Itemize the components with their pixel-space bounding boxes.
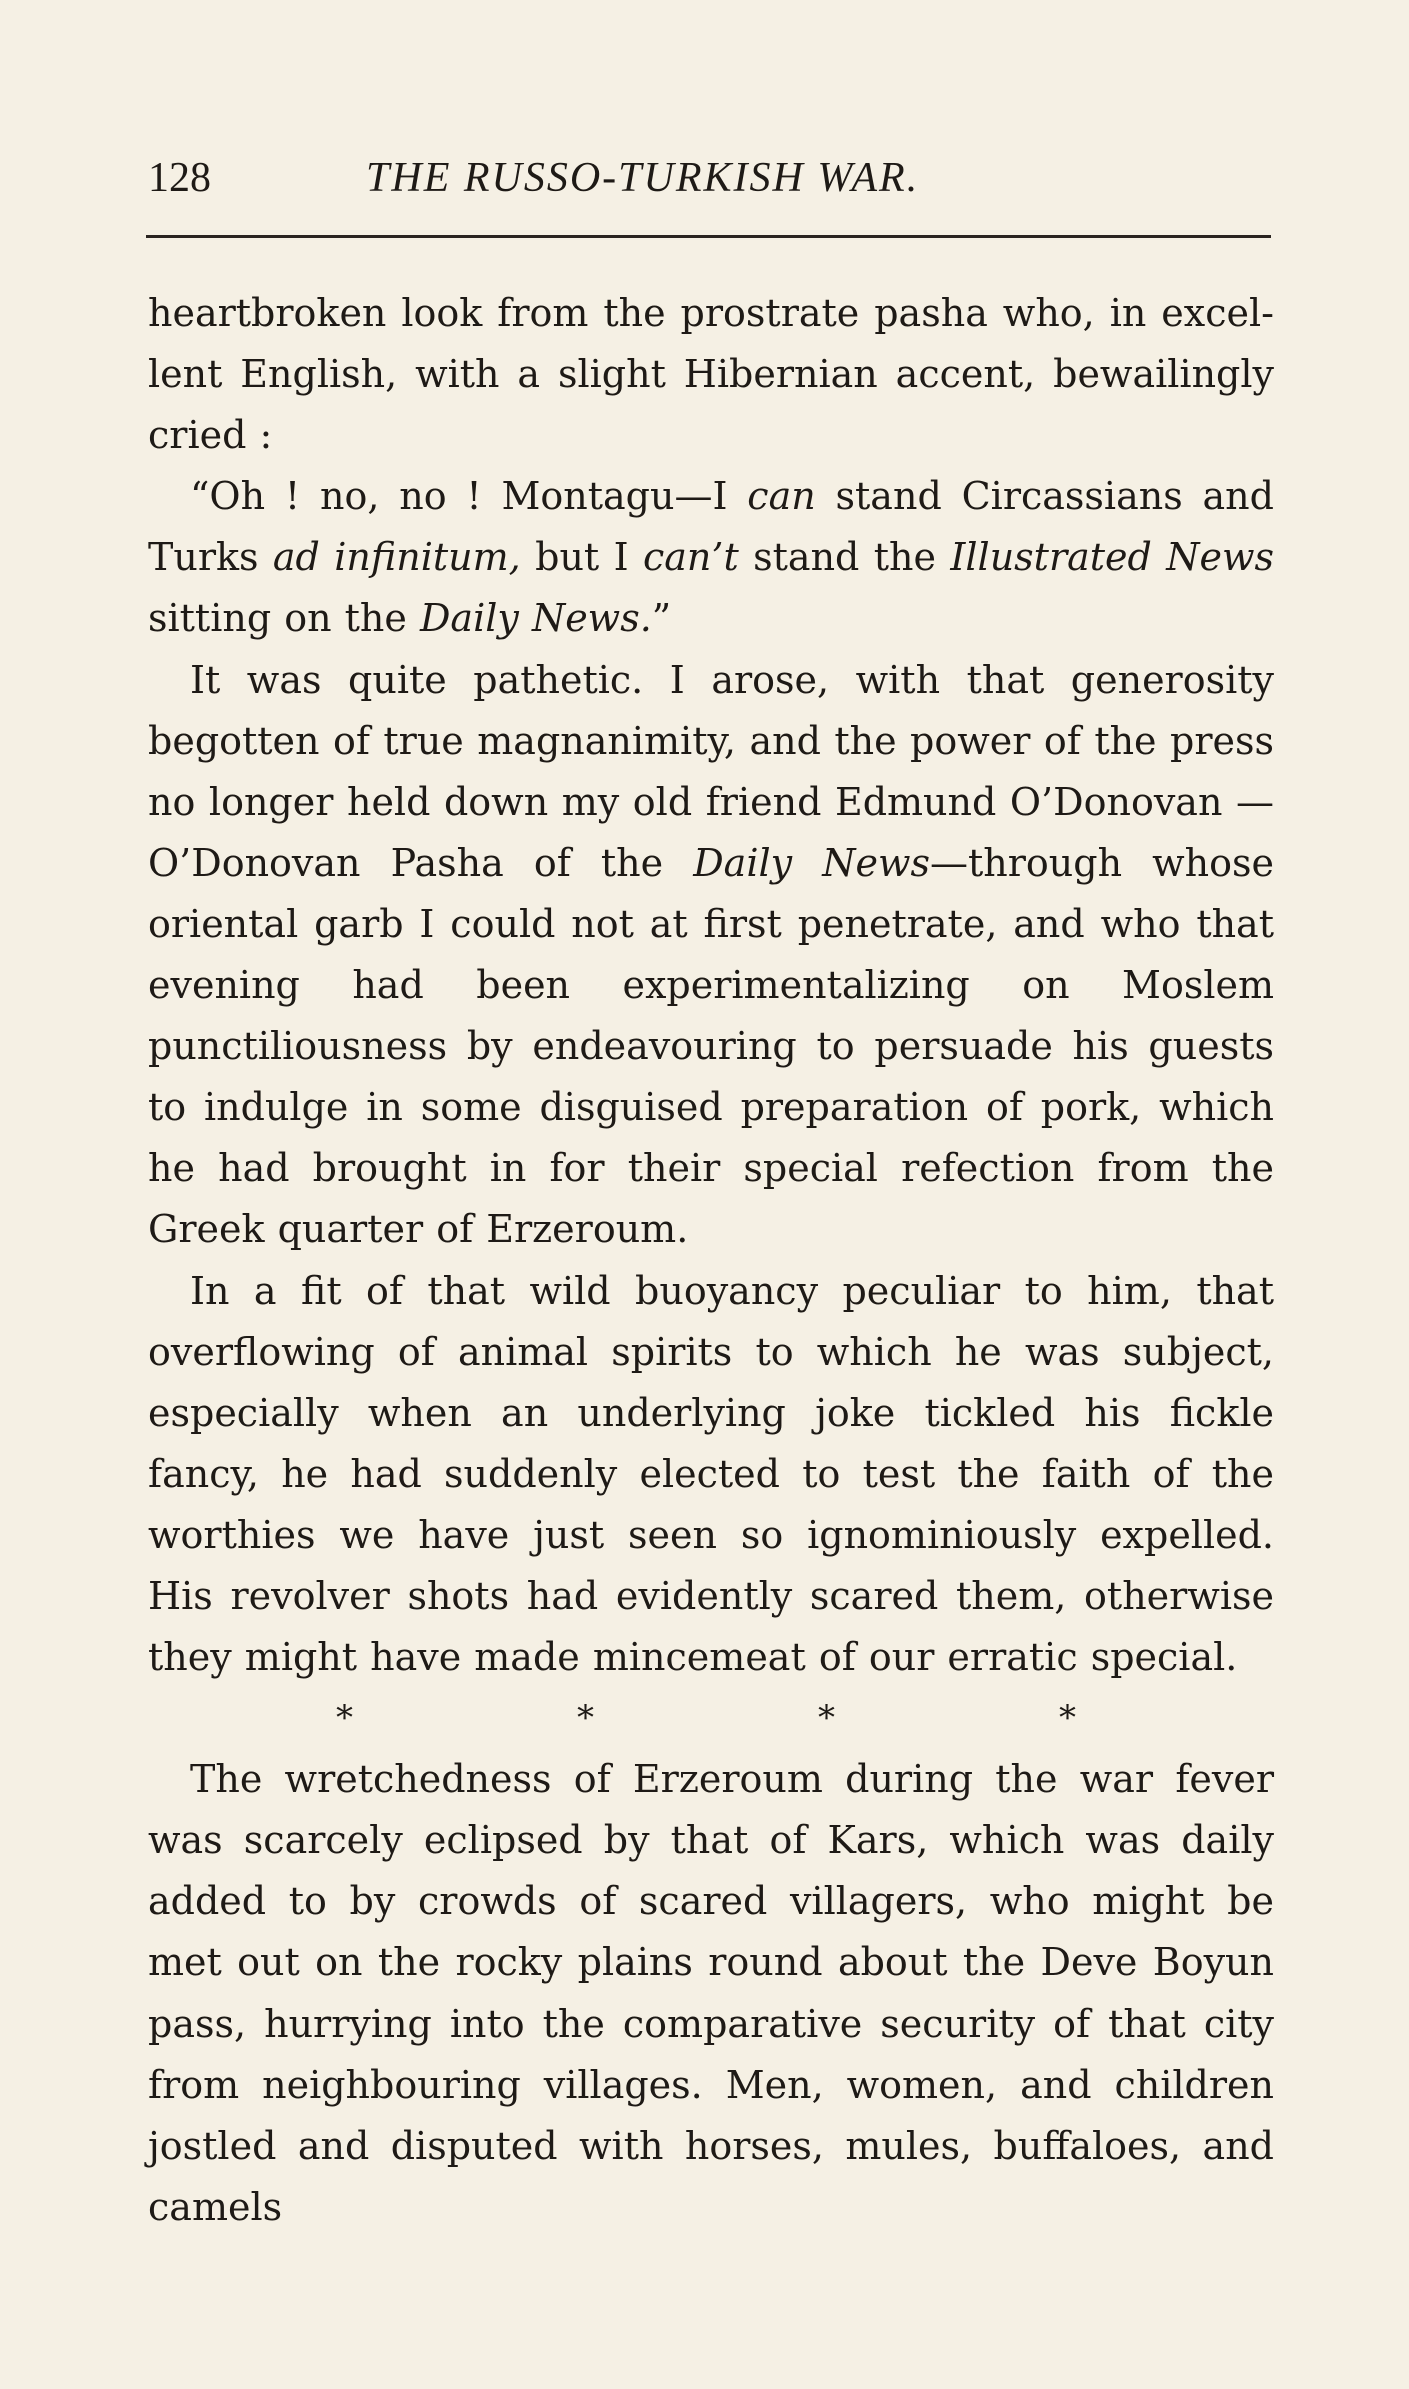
paragraph — [148, 466, 1274, 649]
section-break-star: * — [336, 1698, 353, 1739]
text-segment: ” — [651, 596, 672, 641]
italic-text: Illustrated News — [950, 535, 1274, 580]
section-break — [336, 1688, 1076, 1749]
page-number: 128 — [148, 155, 211, 201]
italic-text: Daily News. — [419, 596, 652, 641]
text-segment: sitting on the — [148, 596, 420, 641]
paragraph — [148, 1261, 1274, 1689]
text-segment: It was quite pathetic. I arose, with that generosity begotten of true magnanimity, and the power of the press no longer held down my old friend Edmund O’Donovan —O’Donovan Pasha of the — [148, 657, 1274, 885]
text-segment: stand the — [738, 535, 951, 580]
section-break-star: * — [818, 1698, 835, 1739]
text-segment: heartbroken look from the prostrate pasha who, in excellent English, with a slight Hibernian accent, bewailingly cried : — [148, 291, 1274, 458]
text-segment: The wretchedness of Erzeroum during the war fever was scarcely eclipsed by that of Kars, which was daily added to by crowds of scared villagers, who might be met out on the rocky plains round about the Deve Boyun pass, hurrying into the comparative security of that city from neighbouring villages. Men, women, and children jostled and disputed with horses, mules, buffaloes, and camels — [148, 1757, 1274, 2229]
page-header — [148, 148, 1268, 208]
paragraph — [148, 283, 1274, 466]
italic-text: can’t — [642, 535, 739, 580]
running-title: THE RUSSO-TURKISH WAR. — [366, 155, 920, 201]
body-text — [148, 283, 1274, 2238]
header-rule — [146, 235, 1271, 238]
text-segment: In a fit of that wild buoyancy peculiar to him, that overflowing of animal spirits to which he was subject, especially when an underlying joke tickled his fickle fancy, he had suddenly elected to test the faith of the worthies we have just seen so ignominiously expelled. His revolver shots had evidently scared them, otherwise they might have made mincemeat of our erratic special. — [148, 1268, 1274, 1680]
text-segment: “Oh ! no, no ! Montagu—I — [190, 474, 748, 519]
text-segment: —through whose oriental garb I could not at first penetrate, and who that evening had been experimentalizing on Moslem punctiliousness by endeavouring to persuade his guests to indulge in some disguised preparation of pork, which he had brought in for their special refection from the Greek quarter of Erzeroum. — [148, 840, 1275, 1252]
paragraph — [148, 1749, 1274, 2238]
italic-text: Daily News — [693, 840, 930, 885]
paragraph — [148, 650, 1274, 1261]
italic-text: ad infinitum, — [272, 535, 521, 580]
section-break-star: * — [1059, 1698, 1076, 1739]
text-segment: but I — [520, 535, 643, 580]
text-segment: stand Circassians and Turks — [148, 474, 1274, 580]
italic-text: can — [747, 474, 816, 519]
section-break-star: * — [577, 1698, 594, 1739]
